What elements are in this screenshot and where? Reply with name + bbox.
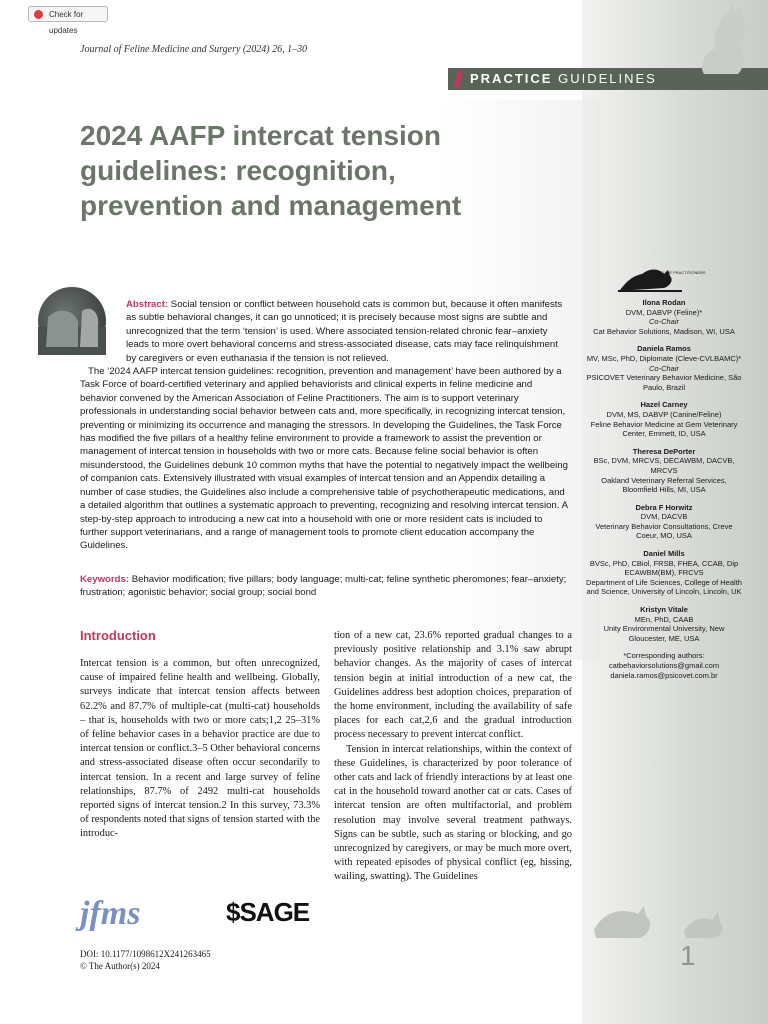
cat-silhouette-icon [688, 4, 752, 74]
sage-logo [226, 897, 318, 927]
author-role: Co-Chair [648, 317, 679, 327]
keywords [80, 573, 570, 600]
author-3 [584, 447, 744, 495]
sage-logo-mark: $ [226, 897, 240, 927]
section-label-light: GUIDELINES [558, 71, 657, 86]
corresponding-authors: *Corresponding authors: catbehaviorsolutions@gmail.com daniela.ramos@psicovet.com.br [608, 651, 720, 680]
abstract-text-2: The ‘2024 AAFP intercat tension guidelines: recognition, prevention and management’ have been authored by a Task Force of board-certified veterinary and applied behaviorists and clinical experts in feline medicine and behavior convened by the American Association of Feline Practitioners. The aim is to support veterinary professionals in understanding social behavior between cats and, more specifically, in recognizing intercat tension, preventing or minimizing its occurrence and managing the stressors. In developing the Guidelines, the Task Force has modified the five pillars of a healthy feline environment to provide a framework to assist the prevention or management of intercat tension in households with two or more cats. Because feline social behavior is often misunderstood, the Guidelines debunk 10 common myths that have the potential to negatively impact the wellbeing of companion cats. Extensively illustrated with visual examples of intercat tension and an Appendix detailing a number of case studies, the Guidelines also include a comprehensive table of psychotherapeutic medications, and a detailed algorithm that outlines a systematic approach to preventing, recognizing and resolving intercat tension. A step-by-step approach to introducing a new cat into a household with one or more resident cats is included to further support veterinarians, and a range of management tools to promote client education accompany the Guidelines. [80, 366, 568, 552]
author-name: Kristyn Vitale [640, 605, 688, 615]
author-role: Co-Chair [648, 363, 679, 373]
cat-silhouette-icon [584, 880, 768, 940]
author-0 [584, 298, 744, 336]
author-creds: BSc, DVM, MRCVS, DECAWBM, DACVB, MRCVS [593, 456, 735, 475]
author-5 [584, 549, 744, 597]
slash-accent [454, 70, 463, 88]
check-for-updates-button[interactable] [28, 6, 108, 35]
author-name: Daniel Mills [643, 549, 685, 559]
author-affiliation: Feline Behavior Medicine at Gem Veterinary Center, Emmett, ID, USA [590, 419, 738, 439]
author-affiliation: PSICOVET Veterinary Behavior Medicine, São Paulo, Brazil [586, 373, 742, 392]
abstract-label: Abstract: [126, 299, 169, 310]
author-affiliation: Veterinary Behavior Consultations, Creve Coeur, MO, USA [595, 521, 733, 541]
doi-block [80, 948, 211, 972]
abstract-para-2 [80, 365, 570, 553]
author-affiliation: Department of Life Sciences, College of Health and Science, University of Lincoln, Lincoln, UK [586, 577, 742, 597]
body-column-1: Intercat tension is a common, but often unrecognized, cause of impaired feline health and wellbeing. Globally, surveys indicate that intercat tension affects between 62.2% and 87.7% of multiple-cat (multi-cat) households – that is, households with two or more cats;1,2 25–31% of feline behavior cases in a behavior practice are due to intercat tension or conflict.3–5 Other behavioral concerns and stress-associated disease often occur secondarily to intercat tension. In a recent and large survey of feline relationships, 87.7% of 2492 multi-cat households reported signs of intercat tension.2 In this survey, 73.3% of respondents noted that signs of tension started with the introduc- [80, 658, 320, 840]
jfms-logo-text: jfms [80, 895, 141, 932]
author-name: Hazel Carney [640, 400, 688, 410]
check-updates-icon [34, 10, 43, 19]
author-affiliation: Oakland Veterinary Referral Services, Bloomfield Hills, MI, USA [601, 475, 727, 495]
introduction-heading: Introduction [80, 628, 156, 643]
body-column-2 [334, 629, 572, 885]
doi: DOI: 10.1177/1098612X241263465 [80, 949, 211, 959]
author-6 [584, 605, 744, 643]
abstract-text-1: Social tension or conflict between household cats is common but, because it often manifests as subtle behavioral changes, it can go unnoticed; it is precisely because most signs are subtle and unrecognized that the term ‘tension’ is used. Where associated tension-related chronic fear–anxiety leads to more overt behavioral concerns and stress-associated disease, cats may face relinquishment by caregivers or even euthanasia if the tension is not relieved. [126, 299, 563, 364]
author-creds: DVM, DABVP (Feline)* [625, 307, 703, 317]
page-number: 1 [680, 940, 696, 971]
author-name: Ilona Rodan [642, 298, 686, 307]
abstract [80, 298, 570, 553]
author-2 [584, 400, 744, 438]
body-column-2-para-1: tion of a new cat, 23.6% reported gradual changes to a previously positive relationship and 3.1% saw abrupt behavior changes. As the majority of cases of intercat tension begin at initial introduction of a new cat, the Guidelines address best adoption choices, preparation of the home environment, including the availability of safe places for each cat,2,6 and the gradual introduction process necessary to prevent intercat conflict. [334, 630, 572, 741]
section-label-bold: PRACTICE [470, 71, 553, 86]
journal-reference: Journal of Feline Medicine and Surgery (2024) 26, 1–30 [80, 44, 308, 55]
abstract-para-1 [80, 298, 570, 365]
author-creds: MEn, PhD, CAAB [634, 614, 694, 624]
author-name: Theresa DePorter [632, 446, 696, 456]
author-affiliation: Unity Environmental University, New Gloucester, ME, USA [603, 624, 725, 643]
body-column-2-para-2: Tension in intercat relationships, within the context of these Guidelines, is characterized by poor tolerance of other cats and lack of friendly interactions by at least one cat in the household toward another cat or cats. Cases of intercat tension are often multifactorial, and problem resolution may involve several treatment pathways. Signs can be subtle, such as staring or blocking, and go unrecognized by caregivers, or may be much more overt, with repeated episodes of physical conflict (eg, hissing, wailing, swatting). The Guidelines [334, 743, 572, 883]
section-label [470, 71, 657, 86]
author-list [584, 298, 744, 680]
author-name: Debra F Horwitz [635, 502, 693, 512]
author-4 [584, 503, 744, 541]
check-for-updates-label: Check for updates [49, 10, 84, 35]
author-affiliation: Cat Behavior Solutions, Madison, WI, USA [593, 326, 735, 336]
author-creds: MV, MSc, PhD, Diplomate (Cleve-CVLBAMC)* [586, 353, 742, 363]
author-1 [584, 344, 744, 392]
author-creds: DVM, DACVB [640, 512, 688, 522]
author-creds: BVSc, PhD, CBiol, FRSB, FHEA, CCAB, Dip ECAWBM(BM), FRCVS [589, 558, 739, 578]
author-creds: DVM, MS, DABVP (Canine/Feline) [606, 409, 722, 419]
keywords-text: Behavior modification; five pillars; body language; multi-cat; feline synthetic pheromones; fear–anxiety; frustration; agonistic behavior; social group; social bond [80, 574, 567, 599]
aafp-logo [618, 262, 706, 294]
author-name: Daniela Ramos [637, 344, 691, 354]
jfms-logo [80, 890, 164, 936]
copyright: © The Author(s) 2024 [80, 961, 160, 971]
keywords-label: Keywords: [80, 574, 130, 585]
article-title: 2024 AAFP intercat tension guidelines: recognition, prevention and management [80, 120, 462, 221]
sage-logo-text: SAGE [239, 897, 310, 927]
aafp-logo-text: FELINE PRACTITIONERS [658, 270, 706, 275]
